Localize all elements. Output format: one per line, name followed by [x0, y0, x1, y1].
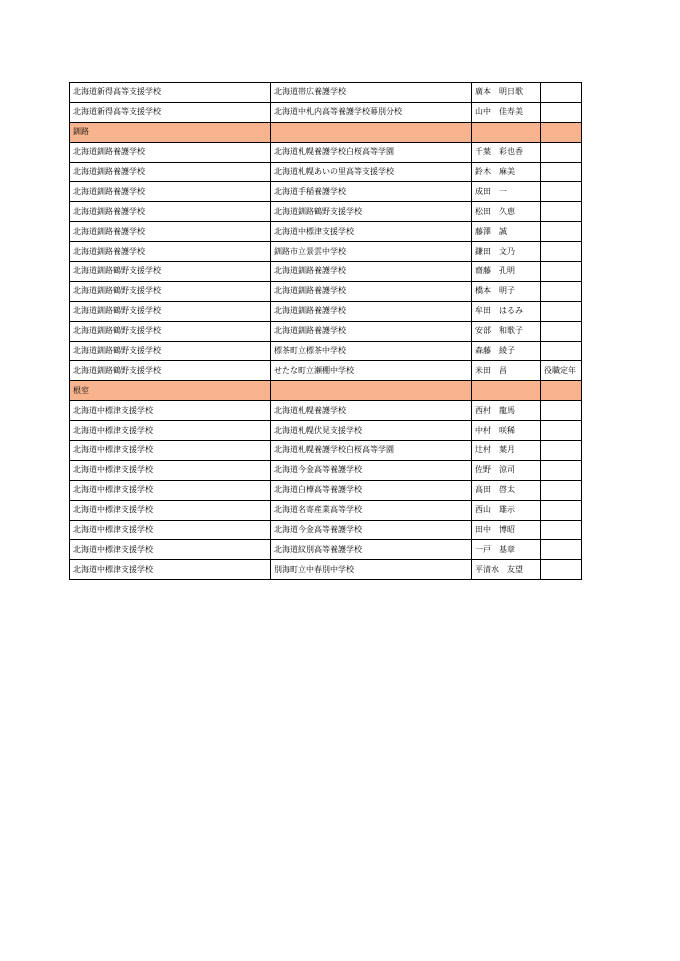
current-school-cell: 北海道中標津支援学校 — [70, 480, 271, 500]
region-empty-cell — [271, 381, 472, 401]
current-school-cell: 北海道釧路鶴野支援学校 — [70, 301, 271, 321]
note-cell — [541, 401, 582, 421]
staff-name-cell: 佐野 涼司 — [472, 460, 541, 480]
staff-name-cell: 田中 博昭 — [472, 520, 541, 540]
table-row — [70, 142, 582, 162]
table-row — [70, 460, 582, 480]
transfer-table-body — [70, 83, 582, 580]
staff-name-cell: 齋藤 孔明 — [472, 262, 541, 282]
current-school-cell: 北海道釧路鶴野支援学校 — [70, 341, 271, 361]
staff-name-cell: 橋本 明子 — [472, 281, 541, 301]
staff-name-cell: 森藤 綾子 — [472, 341, 541, 361]
note-cell — [541, 540, 582, 560]
current-school-cell: 北海道釧路養護学校 — [70, 142, 271, 162]
current-school-cell: 北海道中標津支援学校 — [70, 520, 271, 540]
region-empty-cell — [472, 381, 541, 401]
table-row — [70, 421, 582, 441]
staff-name-cell: 安部 和歌子 — [472, 321, 541, 341]
new-school-cell: 北海道今金高等養護学校 — [271, 520, 472, 540]
note-cell — [541, 83, 582, 103]
staff-name-cell: 鎌田 文乃 — [472, 242, 541, 262]
staff-name-cell: 千葉 彩也香 — [472, 142, 541, 162]
note-cell — [541, 480, 582, 500]
table-row — [70, 401, 582, 421]
current-school-cell: 北海道釧路鶴野支援学校 — [70, 361, 271, 381]
new-school-cell: 北海道名寄産業高等学校 — [271, 500, 472, 520]
new-school-cell: 別海町立中春別中学校 — [271, 560, 472, 580]
staff-name-cell: 高田 啓太 — [472, 480, 541, 500]
new-school-cell: せたな町立瀬棚中学校 — [271, 361, 472, 381]
note-cell — [541, 441, 582, 461]
note-cell — [541, 242, 582, 262]
new-school-cell: 北海道手稲養護学校 — [271, 182, 472, 202]
note-cell — [541, 142, 582, 162]
current-school-cell: 北海道釧路養護学校 — [70, 162, 271, 182]
region-empty-cell — [271, 122, 472, 142]
table-row — [70, 441, 582, 461]
new-school-cell: 北海道中札内高等養護学校幕別分校 — [271, 102, 472, 122]
note-cell — [541, 301, 582, 321]
current-school-cell: 北海道釧路養護学校 — [70, 222, 271, 242]
region-empty-cell — [472, 122, 541, 142]
new-school-cell: 北海道釧路養護学校 — [271, 301, 472, 321]
current-school-cell: 北海道中標津支援学校 — [70, 421, 271, 441]
current-school-cell: 北海道中標津支援学校 — [70, 500, 271, 520]
current-school-cell: 北海道釧路鶴野支援学校 — [70, 262, 271, 282]
current-school-cell: 北海道釧路養護学校 — [70, 182, 271, 202]
staff-name-cell: 藤澤 誠 — [472, 222, 541, 242]
table-row — [70, 83, 582, 103]
transfer-table — [69, 82, 582, 580]
new-school-cell: 北海道中標津支援学校 — [271, 222, 472, 242]
current-school-cell: 北海道釧路鶴野支援学校 — [70, 321, 271, 341]
current-school-cell: 北海道新得高等支援学校 — [70, 83, 271, 103]
new-school-cell: 釧路市立景雲中学校 — [271, 242, 472, 262]
note-cell — [541, 321, 582, 341]
table-row — [70, 520, 582, 540]
table-row — [70, 222, 582, 242]
table-row — [70, 321, 582, 341]
note-cell — [541, 182, 582, 202]
note-cell — [541, 202, 582, 222]
new-school-cell: 北海道紋別高等養護学校 — [271, 540, 472, 560]
new-school-cell: 北海道釧路養護学校 — [271, 262, 472, 282]
current-school-cell: 北海道中標津支援学校 — [70, 560, 271, 580]
note-cell — [541, 421, 582, 441]
new-school-cell: 北海道釧路養護学校 — [271, 281, 472, 301]
new-school-cell: 北海道札幌養護学校 — [271, 401, 472, 421]
note-cell — [541, 162, 582, 182]
current-school-cell: 北海道中標津支援学校 — [70, 401, 271, 421]
current-school-cell: 北海道釧路養護学校 — [70, 242, 271, 262]
table-row — [70, 560, 582, 580]
staff-name-cell: 辻村 葉月 — [472, 441, 541, 461]
new-school-cell: 北海道釧路養護学校 — [271, 321, 472, 341]
staff-name-cell: 鈴木 麻美 — [472, 162, 541, 182]
note-cell — [541, 500, 582, 520]
new-school-cell: 北海道札幌養護学校白桜高等学園 — [271, 441, 472, 461]
table-row — [70, 341, 582, 361]
staff-name-cell: 中村 咲稀 — [472, 421, 541, 441]
note-cell — [541, 560, 582, 580]
table-row — [70, 182, 582, 202]
note-cell — [541, 102, 582, 122]
table-row — [70, 102, 582, 122]
staff-name-cell: 西村 龍馬 — [472, 401, 541, 421]
staff-name-cell: 平清水 友望 — [472, 560, 541, 580]
table-row — [70, 262, 582, 282]
table-row — [70, 361, 582, 381]
region-header-row — [70, 122, 582, 142]
new-school-cell: 北海道今金高等養護学校 — [271, 460, 472, 480]
new-school-cell: 北海道白樺高等養護学校 — [271, 480, 472, 500]
table-row — [70, 480, 582, 500]
staff-name-cell: 松田 久恵 — [472, 202, 541, 222]
region-label: 釧路 — [70, 122, 271, 142]
current-school-cell: 北海道中標津支援学校 — [70, 540, 271, 560]
current-school-cell: 北海道釧路鶴野支援学校 — [70, 281, 271, 301]
current-school-cell: 北海道釧路養護学校 — [70, 202, 271, 222]
new-school-cell: 標茶町立標茶中学校 — [271, 341, 472, 361]
current-school-cell: 北海道新得高等支援学校 — [70, 102, 271, 122]
table-row — [70, 242, 582, 262]
staff-name-cell: 山中 佳寿美 — [472, 102, 541, 122]
new-school-cell: 北海道札幌あいの里高等支援学校 — [271, 162, 472, 182]
staff-name-cell: 米田 昌 — [472, 361, 541, 381]
table-row — [70, 281, 582, 301]
note-cell — [541, 262, 582, 282]
staff-name-cell: 廣本 明日歌 — [472, 83, 541, 103]
current-school-cell: 北海道中標津支援学校 — [70, 441, 271, 461]
table-row — [70, 162, 582, 182]
staff-name-cell: 成田 一 — [472, 182, 541, 202]
note-cell — [541, 341, 582, 361]
table-row — [70, 500, 582, 520]
table-row — [70, 540, 582, 560]
region-header-row — [70, 381, 582, 401]
new-school-cell: 北海道帯広養護学校 — [271, 83, 472, 103]
staff-name-cell: 西山 雄示 — [472, 500, 541, 520]
table-row — [70, 202, 582, 222]
staff-name-cell: 牟田 はるみ — [472, 301, 541, 321]
note-cell — [541, 460, 582, 480]
new-school-cell: 北海道札幌養護学校白桜高等学園 — [271, 142, 472, 162]
note-cell — [541, 222, 582, 242]
note-cell — [541, 520, 582, 540]
note-cell — [541, 281, 582, 301]
new-school-cell: 北海道札幌伏見支援学校 — [271, 421, 472, 441]
table-row — [70, 301, 582, 321]
region-empty-cell — [541, 381, 582, 401]
note-cell: 役職定年 — [541, 361, 582, 381]
new-school-cell: 北海道釧路鶴野支援学校 — [271, 202, 472, 222]
region-label: 根室 — [70, 381, 271, 401]
region-empty-cell — [541, 122, 582, 142]
staff-name-cell: 一戸 基章 — [472, 540, 541, 560]
current-school-cell: 北海道中標津支援学校 — [70, 460, 271, 480]
